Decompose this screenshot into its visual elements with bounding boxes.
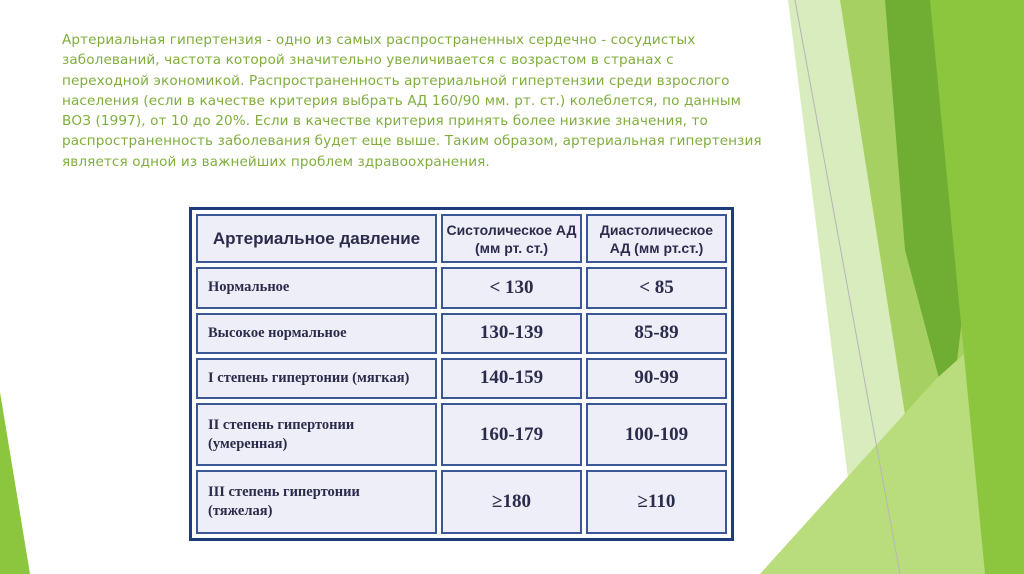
intro-paragraph: Артериальная гипертензия - одно из самых распространенных сердечно - сосудистых заболеваний, частота которой значительно увеличивается с возрастом в странах с переходной экономикой. Распространенность артериальной гипертензии среди взрослого населения (если в качестве критерия выбрать АД 160/90 мм. рт. ст.) колеблется, по данным ВОЗ (1997), от 10 до 20%. Если в качестве критерия принять более низкие значения, то распространенность заболевания будет еще выше. Таким образом, артериальная гипертензия является одной из важнейших проблем здравоохранения.	[62, 32, 762, 170]
systolic-value: ≥180	[441, 470, 582, 534]
header-systolic: Систолическое АД (мм рт. ст.)	[441, 214, 582, 263]
table-row	[196, 313, 727, 354]
diastolic-value: 100-109	[586, 403, 727, 467]
row-label: III степень гипертонии (тяжелая)	[196, 470, 437, 534]
blood-pressure-table-frame	[189, 207, 734, 541]
row-label: I степень гипертонии (мягкая)	[196, 358, 437, 399]
header-arterial-pressure: Артериальное давление	[196, 214, 437, 263]
systolic-value: 130-139	[441, 313, 582, 354]
diastolic-value: < 85	[586, 267, 727, 308]
systolic-value: 140-159	[441, 358, 582, 399]
table-row	[196, 403, 727, 467]
left-green-triangle	[0, 392, 30, 574]
row-label: Нормальное	[196, 267, 437, 308]
diastolic-value: 85-89	[586, 313, 727, 354]
blood-pressure-table	[192, 210, 731, 538]
table-row	[196, 470, 727, 534]
systolic-value: < 130	[441, 267, 582, 308]
row-label: II степень гипертонии (умеренная)	[196, 403, 437, 467]
table-row	[196, 267, 727, 308]
table-header-row	[196, 214, 727, 263]
table-row	[196, 358, 727, 399]
diastolic-value: ≥110	[586, 470, 727, 534]
systolic-value: 160-179	[441, 403, 582, 467]
header-diastolic: Диастолическое АД (мм рт.ст.)	[586, 214, 727, 263]
diastolic-value: 90-99	[586, 358, 727, 399]
row-label: Высокое нормальное	[196, 313, 437, 354]
